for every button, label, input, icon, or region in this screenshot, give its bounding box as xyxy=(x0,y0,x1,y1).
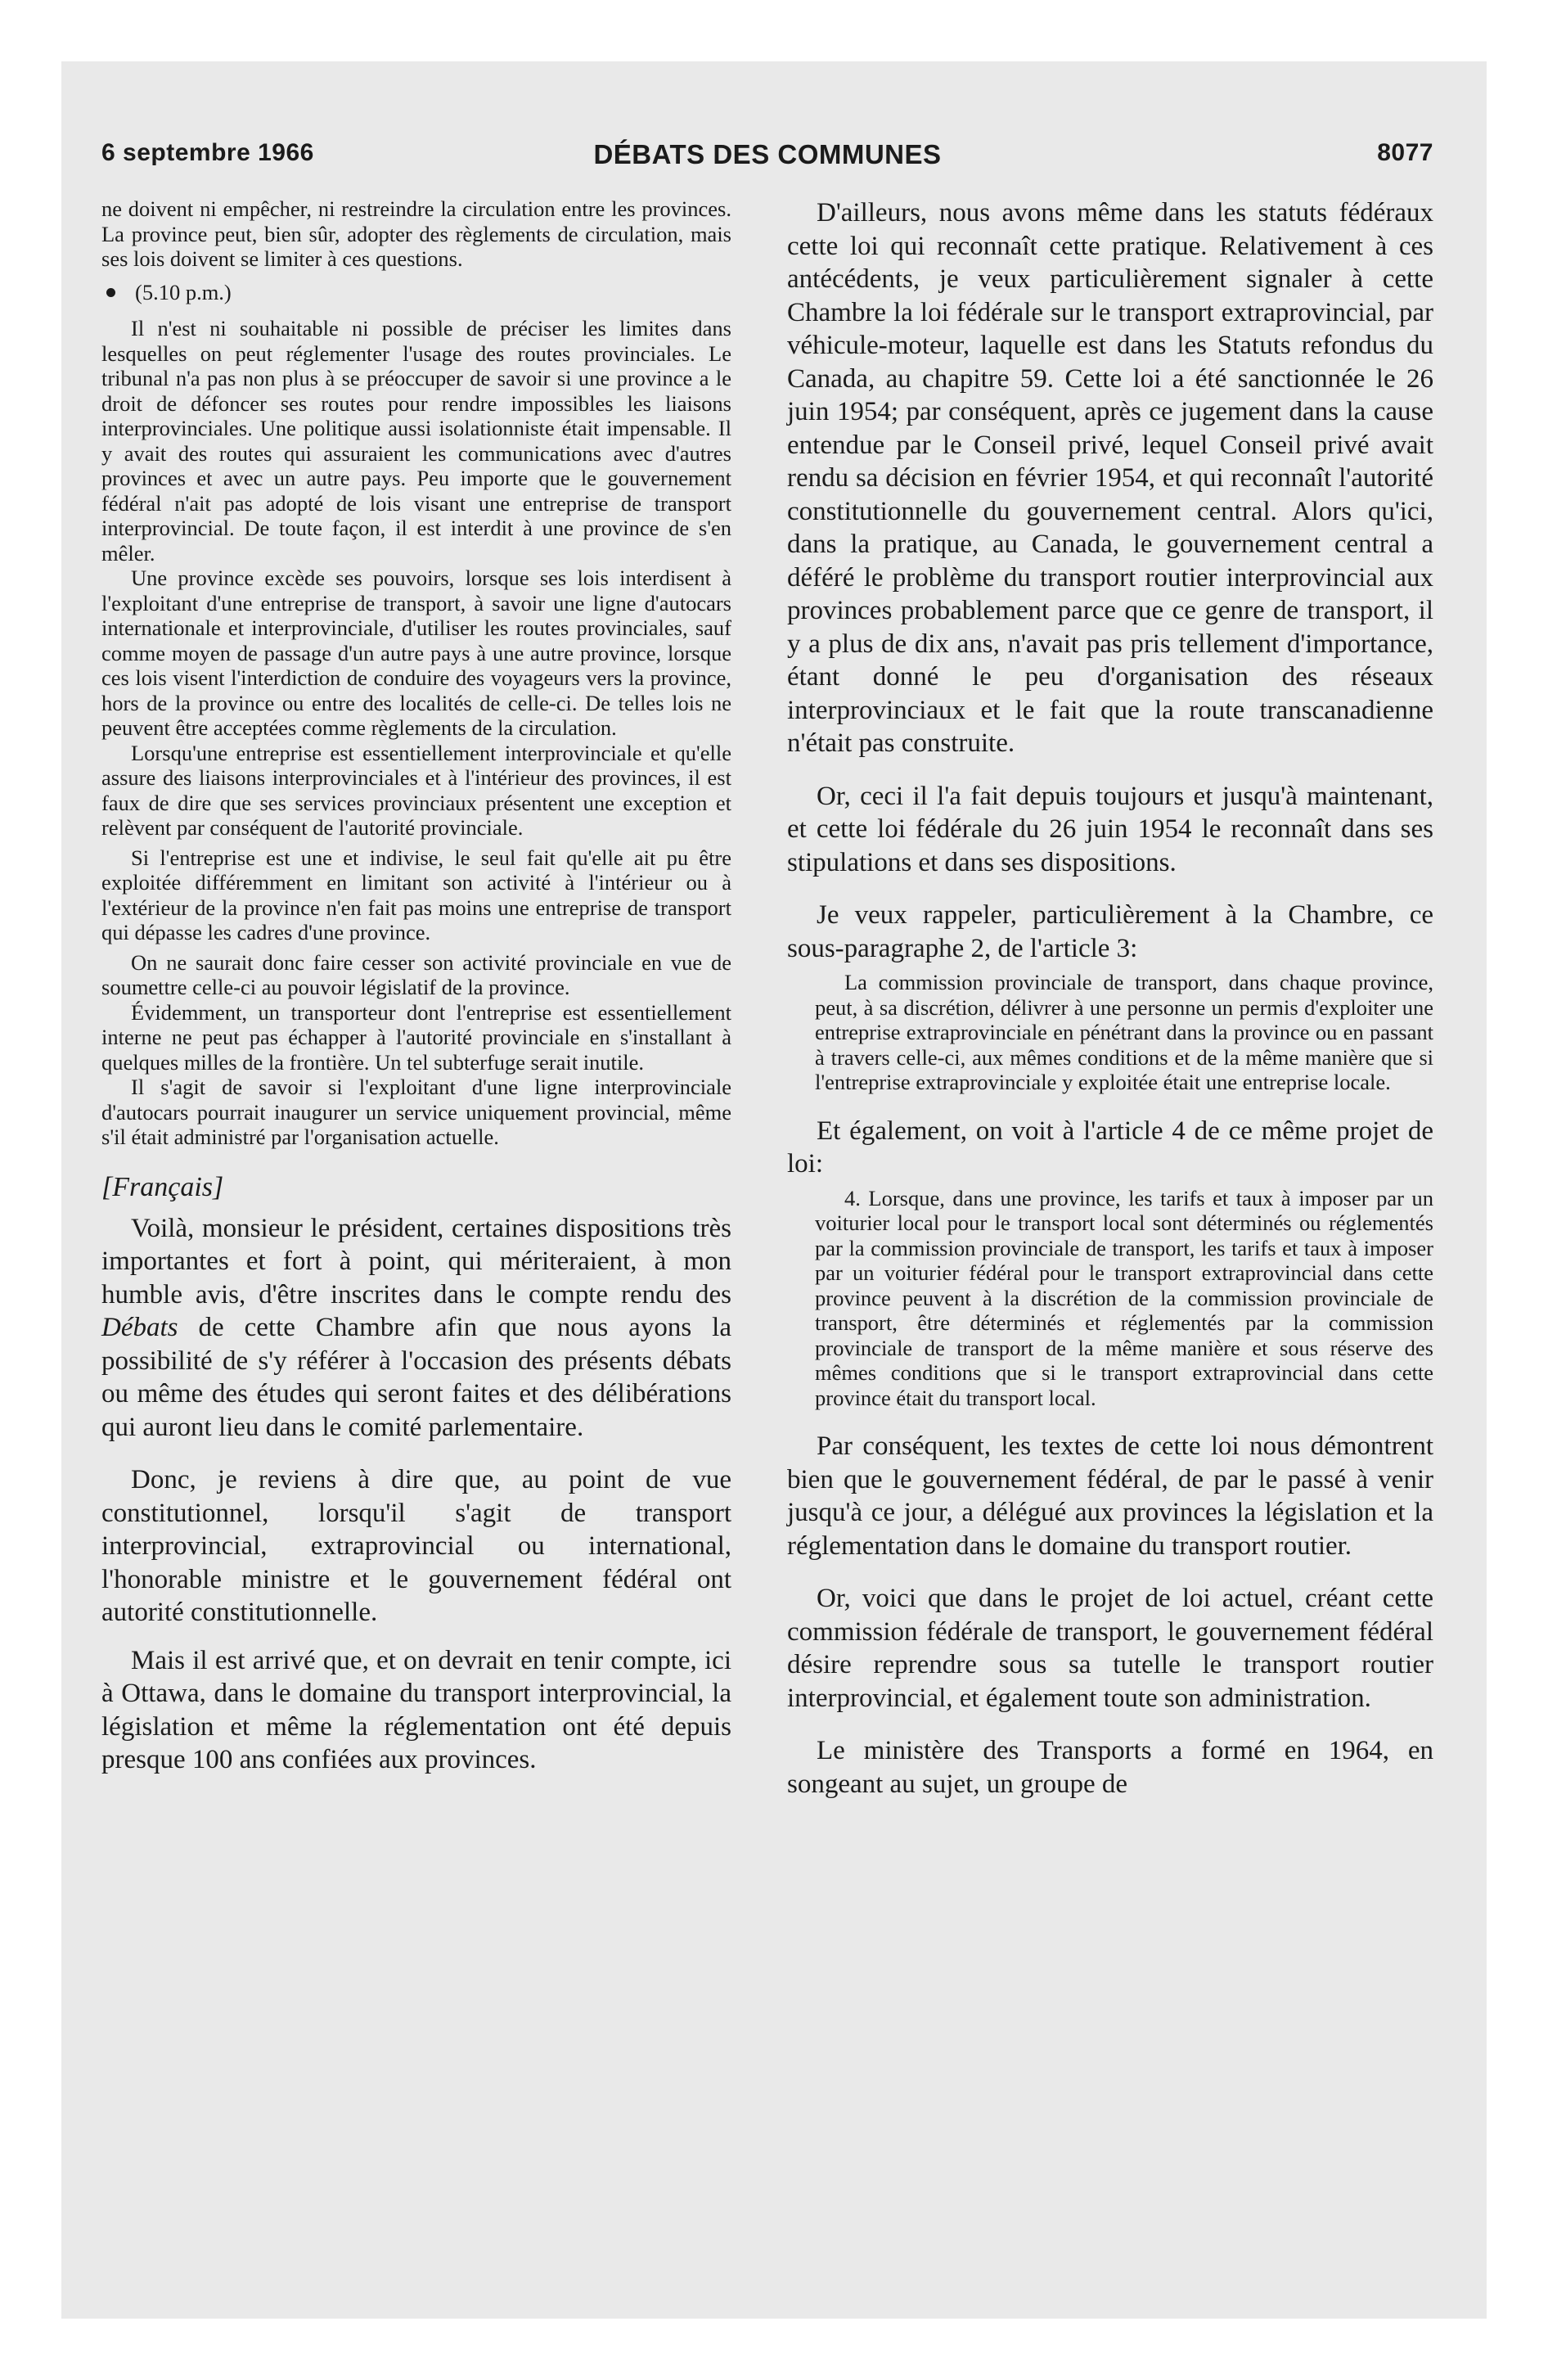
paragraph: On ne saurait donc faire cesser son activité provinciale en vue de soumettre celle-ci au pouvoir législatif de la province. xyxy=(101,949,731,999)
italic-title: Débats xyxy=(101,1313,178,1342)
paragraph: ne doivent ni empêcher, ni restreindre la circulation entre les provinces. La province peut, bien sûr, adopter des règlements de circulation, mais ses lois doivent se limiter à ces questions. xyxy=(101,196,731,271)
paragraph-text: Voilà, monsieur le président, certaines dispositions très importantes et fort à point, qui mériteraient, à mon humble avis, d'être inscrites dans le compte rendu des xyxy=(101,1213,731,1309)
right-column xyxy=(787,196,1433,1801)
language-tag: [Français] xyxy=(101,1171,224,1202)
paragraph-text: de cette Chambre afin que nous ayons la possibilité de s'y référer à l'occasion des présents débats ou même des études qui seront faites et des délibérations qui auront lieu dans le comité parlementaire. xyxy=(101,1313,731,1442)
page-header xyxy=(101,139,1433,180)
paragraph xyxy=(101,1212,731,1445)
paragraph: Il n'est ni souhaitable ni possible de préciser les limites dans lesquelles on peut réglementer l'usage des routes provinciales. Le tribunal n'a pas non plus à se préoccuper de savoir si une province a le droit de défoncer ses routes pour rendre impossibles les liaisons interprovinciales. Une politique aussi isolationniste était impensable. Il y avait des routes qui assuraient les communications avec d'autres provinces et avec un autre pays. Peu importe que le gouvernement fédéral n'ait pas adopté de lois visant une entreprise de transport interprovincial. De toute façon, il est interdit à une province de s'en mêler. xyxy=(101,316,731,566)
time-marker-text: (5.10 p.m.) xyxy=(135,279,232,304)
paragraph: Et également, on voit à l'article 4 de ce même projet de loi: xyxy=(787,1116,1433,1179)
paragraph: D'ailleurs, nous avons même dans les statuts fédéraux cette loi qui reconnaît cette pratique. Relativement à ces antécédents, je veux particulièrement signaler à cette Chambre la loi fédérale sur le transport extraprovincial, par véhicule-moteur, laquelle est dans les Statuts refondus du Canada, au chapitre 59. Cette loi a été sanctionnée le 26 juin 1954; par conséquent, après ce jugement dans la cause entendue par le Conseil privé, lequel Conseil privé avait rendu sa décision en février 1954, et qui reconnaît l'autorité constitutionnelle du gouvernement central. Alors qu'ici, dans la pratique, au Canada, le gouvernement central a déféré le problème du transport routier interprovincial aux provinces probablement parce que ce genre de transport, il y a plus de dix ans, n'avait pas pris tellement d'importance, étant donné le peu d'organisation des réseaux interprovinciaux et le fait que la route transcanadienne n'était pas construite. xyxy=(787,198,1433,758)
block-quote: 4. Lorsque, dans une province, les tarifs et taux à imposer par un voiturier local pour le transport local sont déterminés ou réglementés par la commission provinciale de transport, les tarifs et taux à imposer par un voiturier fédéral pour le transport extraprovincial dans cette province peuvent à la discrétion de la commission provinciale de transport, être déterminés et réglementés par la commission provinciale de transport de la même manière et sous réserve des mêmes conditions que si le transport extraprovincial dans cette province était du transport local. xyxy=(815,1185,1433,1410)
block-quote: La commission provinciale de transport, dans chaque province, peut, à sa discrétion, délivrer à une personne un permis d'exploiter une entreprise extraprovinciale en pénétrant dans la province ou en passant à travers celle-ci, aux mêmes conditions et de la même manière que si l'entreprise extraprovinciale y exploitée était une entreprise locale. xyxy=(815,970,1433,1094)
header-title: DÉBATS DES COMMUNES xyxy=(593,139,942,169)
paragraph: Donc, je reviens à dire que, au point de vue constitutionnel, lorsqu'il s'agit de transport interprovincial, extraprovincial ou international, l'honorable ministre et le gouvernement fédéral ont autorité constitutionnelle. xyxy=(101,1465,731,1627)
paragraph: Lorsqu'une entreprise est essentiellement interprovinciale et qu'elle assure des liaisons interprovinciales et à l'intérieur des provinces, il est faux de dire que ses services provinciaux présentent une exception et relèvent par conséquent de l'autorité provinciale. xyxy=(101,740,731,840)
paragraph: Je veux rappeler, particulièrement à la Chambre, ce sous-paragraphe 2, de l'article 3: xyxy=(787,900,1433,963)
paragraph: Une province excède ses pouvoirs, lorsque ses lois interdisent à l'exploitant d'une entreprise de transport, à savoir une ligne d'autocars internationale et interprovinciale, d'utiliser les routes provinciales, sauf comme moyen de passage d'un autre pays à une autre province, lorsque ces lois visent l'interdiction de conduire des voyageurs vers la province, hors de la province ou entre des localités de celle-ci. De telles lois ne peuvent être acceptées comme règlements de la circulation. xyxy=(101,566,731,740)
paragraph: Le ministère des Transports a formé en 1964, en songeant au sujet, un groupe de xyxy=(787,1736,1433,1799)
left-column xyxy=(101,196,731,1777)
time-marker xyxy=(101,280,731,305)
paragraph: Évidemment, un transporteur dont l'entreprise est essentiellement interne ne peut pas échapper à l'autorité provinciale en s'installant à quelques milles de la frontière. Un tel subterfuge serait inutile. xyxy=(101,999,731,1075)
bullet-icon xyxy=(106,288,115,297)
header-date: 6 septembre 1966 xyxy=(101,139,314,166)
paragraph: Or, voici que dans le projet de loi actuel, créant cette commission fédérale de transport, le gouvernement fédéral désire reprendre sous sa tutelle le transport routier interprovincial, et également toute son administration. xyxy=(787,1584,1433,1713)
paragraph: Il s'agit de savoir si l'exploitant d'une ligne interprovinciale d'autocars pourrait inaugurer un service uniquement provincial, même s'il était administré par l'organisation actuelle. xyxy=(101,1075,731,1149)
paragraph: Mais il est arrivé que, et on devrait en tenir compte, ici à Ottawa, dans le domaine du transport interprovincial, la législation et même la réglementation ont été depuis presque 100 ans confiées aux provinces. xyxy=(101,1645,731,1774)
paragraph: Or, ceci il l'a fait depuis toujours et jusqu'à maintenant, et cette loi fédérale du 26 juin 1954 le reconnaît dans ses stipulations et dans ses dispositions. xyxy=(787,781,1433,877)
paragraph: Si l'entreprise est une et indivise, le seul fait qu'elle ait pu être exploitée différemment en limitant son activité à l'intérieur ou à l'extérieur de la province n'en fait pas moins une entreprise de transport qui dépasse les cadres d'une province. xyxy=(101,845,731,944)
page-number: 8077 xyxy=(1377,139,1433,166)
paragraph: Par conséquent, les textes de cette loi nous démontrent bien que le gouvernement fédéral, de par le passé à venir jusqu'à ce jour, a délégué aux provinces la législation et la réglementation dans le domaine du transport routier. xyxy=(787,1431,1433,1561)
